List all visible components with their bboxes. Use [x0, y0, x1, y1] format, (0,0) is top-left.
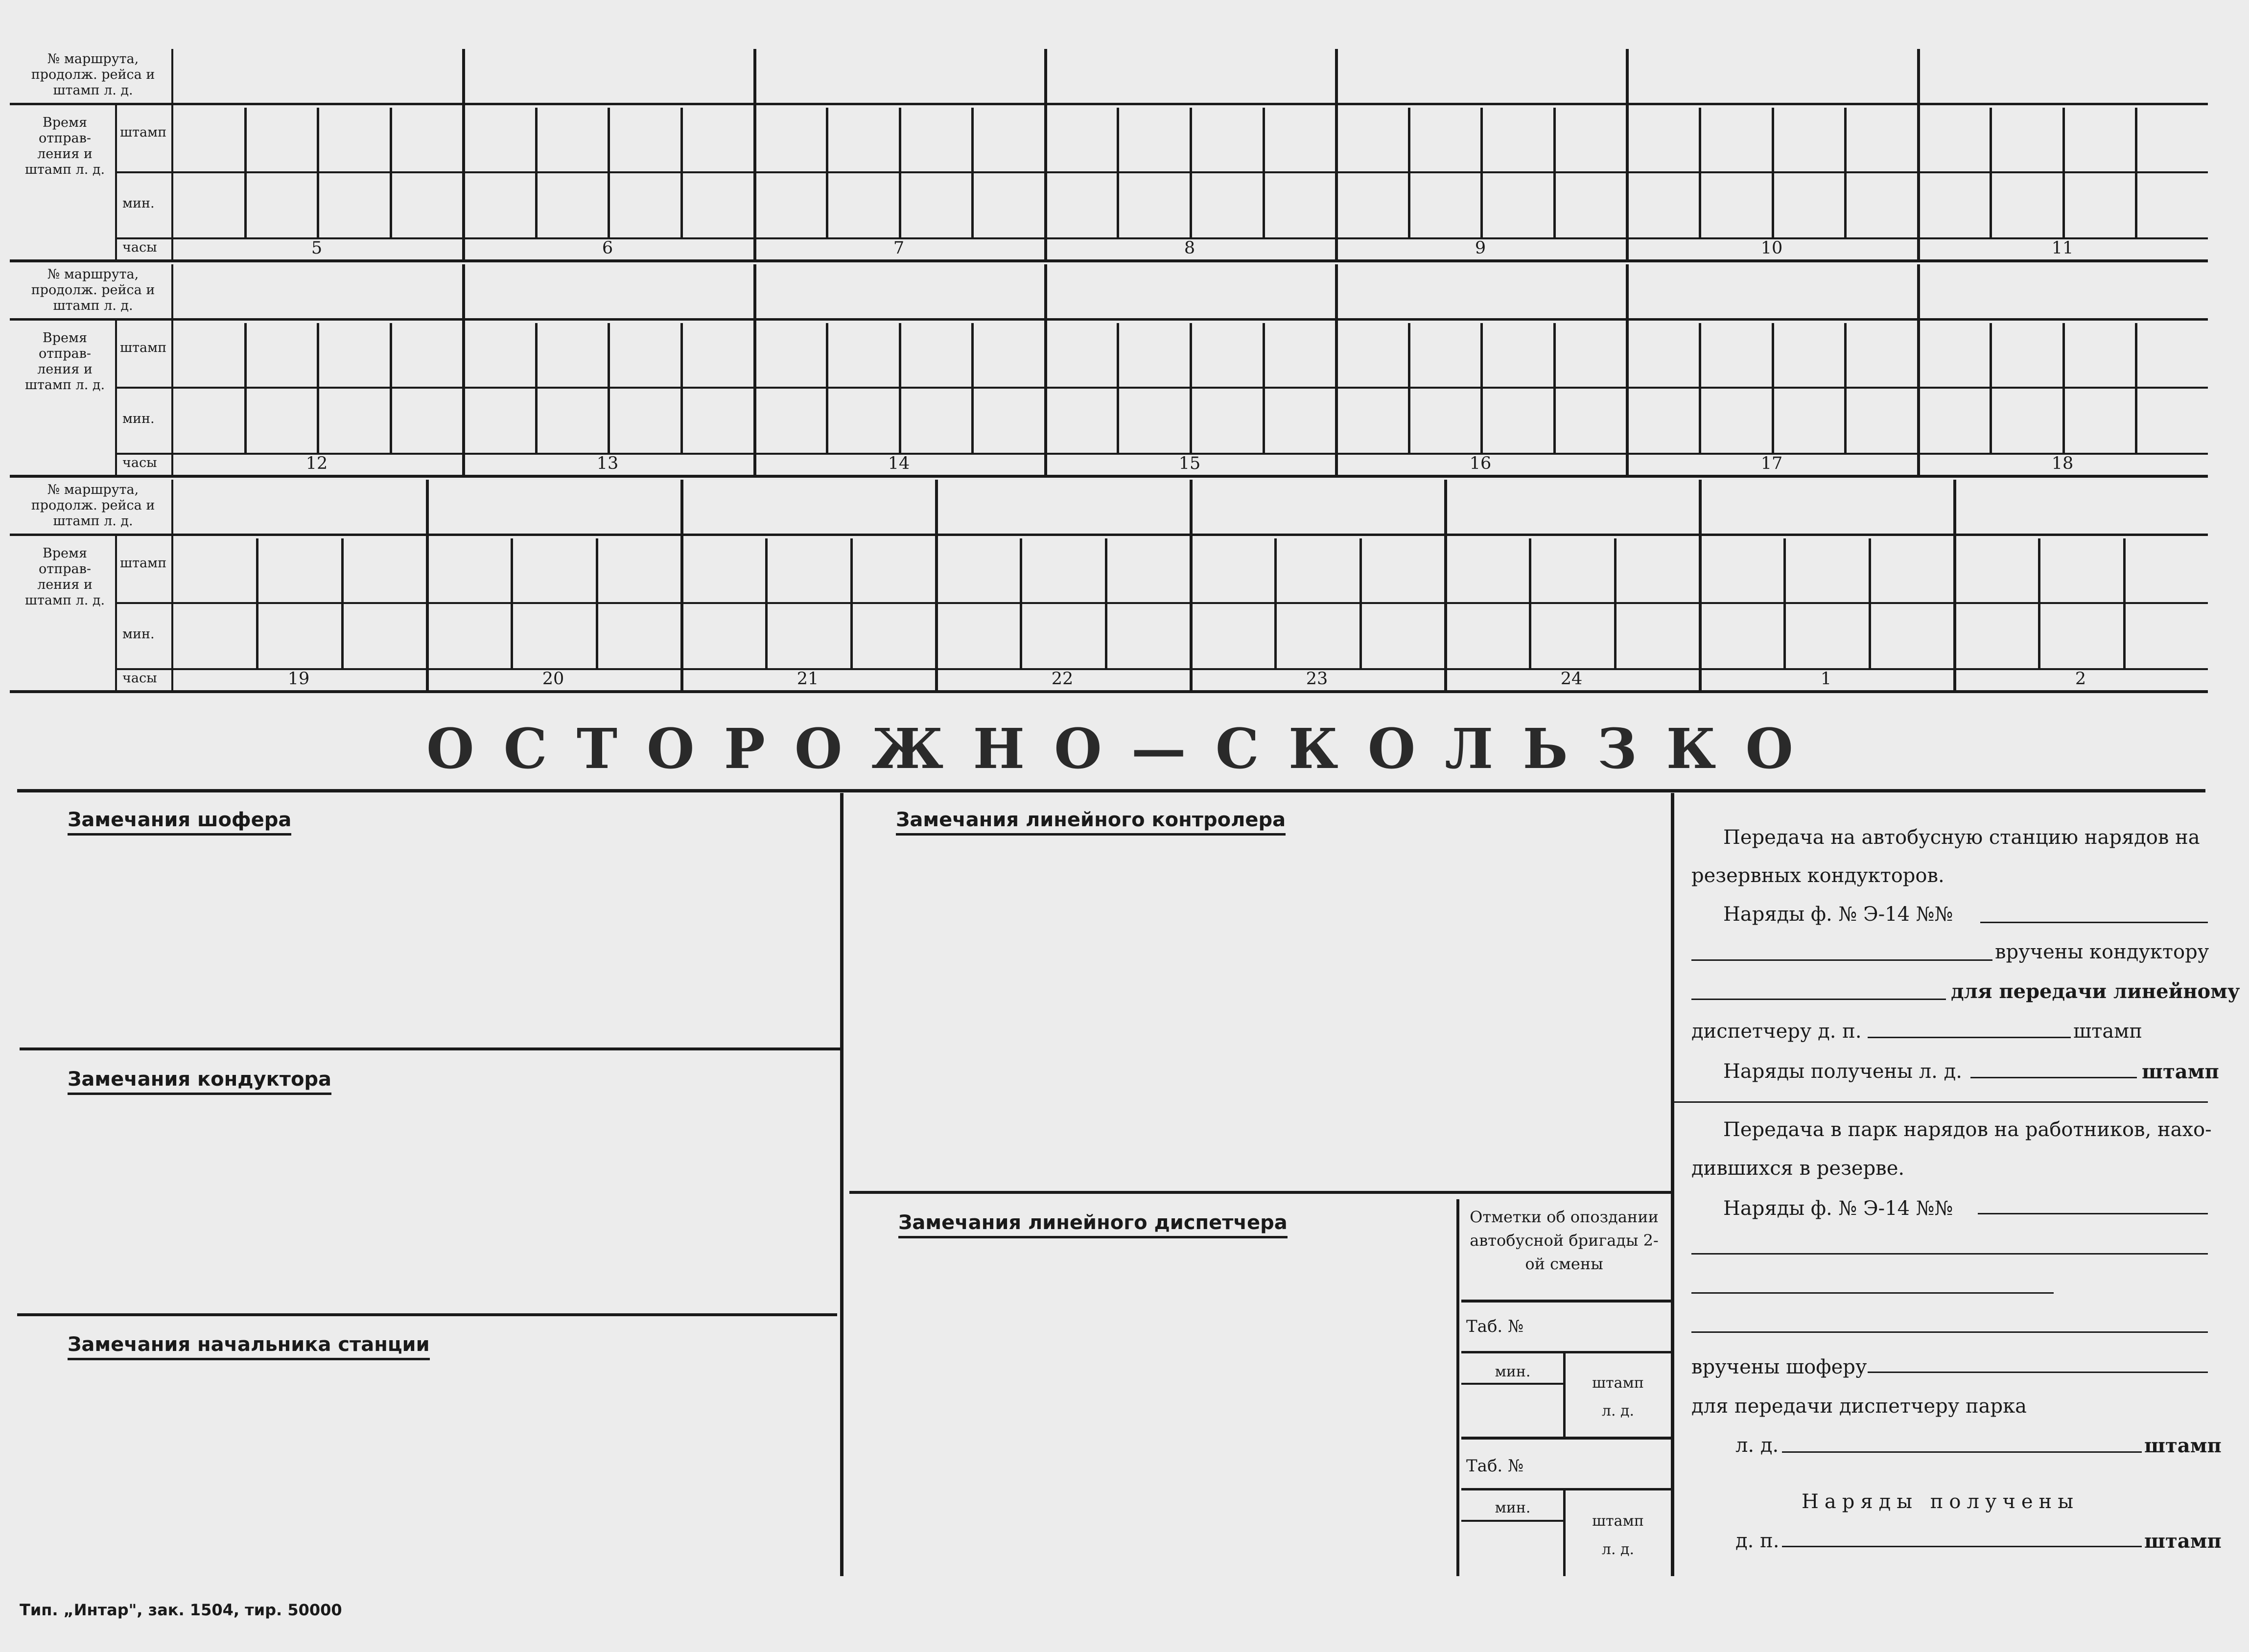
minute-divider: [341, 538, 344, 668]
grid-hline: [10, 259, 2208, 262]
grid-hline: [10, 103, 2208, 105]
minute-divider: [1699, 108, 1701, 237]
route-row-label: № маршрута, продолж. рейса и штамп л. д.: [31, 482, 155, 529]
stamp-label-2: штамп: [1592, 1512, 1644, 1530]
stamp-label-1: штамп: [1592, 1374, 1644, 1392]
hour-label: 6: [602, 238, 613, 258]
hour-label: 9: [1475, 238, 1486, 258]
hour-column-divider: [1626, 264, 1629, 475]
minute-divider: [826, 323, 828, 453]
minute-divider: [244, 108, 247, 237]
minute-divider: [1190, 108, 1192, 237]
grid-hline: [10, 318, 2208, 321]
hour-column-divider: [1699, 480, 1702, 690]
hour-label: 11: [2051, 238, 2074, 258]
hour-column-divider: [462, 264, 465, 475]
minute-divider: [390, 108, 392, 237]
hour-column-divider: [1335, 264, 1338, 475]
hour-column-divider: [1190, 480, 1193, 690]
orders-label-2: Наряды ф. № Э-14 №№: [1723, 1197, 1953, 1220]
transfer-para1-line2: резервных кондукторов.: [1691, 864, 1944, 887]
time-row-label: Время отправ- ления и штамп л. д.: [24, 546, 105, 608]
remarks-dispatcher-heading: Замечания линейного диспетчера: [898, 1211, 1288, 1238]
minute-divider: [608, 323, 610, 453]
minute-divider: [1844, 108, 1847, 237]
minute-divider: [1783, 538, 1786, 668]
hour-label: 17: [1760, 454, 1783, 473]
hour-column-divider: [1044, 49, 1047, 259]
minute-divider: [1772, 108, 1774, 237]
minute-divider: [1553, 108, 1556, 237]
delay-box-border: [1456, 1199, 1459, 1576]
stamp-1: штамп: [2073, 1020, 2142, 1043]
hour-label: 1: [1820, 669, 1832, 689]
hours-sublabel: часы: [122, 240, 157, 255]
hours-sublabel: часы: [122, 671, 157, 686]
hour-column-divider: [1044, 264, 1047, 475]
minute-divider: [1553, 323, 1556, 453]
minute-divider: [1844, 323, 1847, 453]
minute-divider: [899, 323, 901, 453]
stamp-sublabel: штамп: [120, 125, 167, 140]
minute-divider: [511, 538, 513, 668]
stamp-sublabel: штамп: [120, 340, 167, 355]
hour-column-divider: [1444, 480, 1447, 690]
grid-hline: [10, 475, 2208, 478]
handed-driver: вручены шоферу: [1691, 1356, 1867, 1378]
minute-divider: [535, 323, 538, 453]
minute-divider: [1105, 538, 1107, 668]
grid-hline: [115, 602, 2208, 604]
remarks-station-head-heading: Замечания начальника станции: [68, 1333, 430, 1360]
stamp-1b: штамп: [2142, 1060, 2219, 1083]
min-sublabel: мин.: [122, 627, 155, 642]
hour-label: 20: [542, 669, 564, 689]
divider-controller: [849, 1191, 1671, 1194]
grid-vline: [115, 318, 117, 475]
ld-label-1: л. д.: [1601, 1402, 1635, 1419]
minute-divider: [244, 323, 247, 453]
grid-vline: [171, 49, 173, 259]
hour-label: 16: [1469, 454, 1492, 473]
dp-label: д. п.: [1735, 1530, 1780, 1552]
grid-hline: [10, 534, 2208, 536]
hour-column-divider: [935, 480, 938, 690]
min-sublabel: мин.: [122, 196, 155, 211]
for-park: для передачи диспетчеру парка: [1691, 1395, 2027, 1418]
minute-divider: [1117, 323, 1119, 453]
hour-label: 19: [287, 669, 310, 689]
stamp-sublabel: штамп: [120, 556, 167, 571]
dispatcher-dp: диспетчеру д. п.: [1691, 1020, 1862, 1043]
time-row-label: Время отправ- ления и штамп л. д.: [24, 330, 105, 393]
minute-divider: [1480, 108, 1483, 237]
grid-hline: [115, 171, 2208, 173]
minute-divider: [1614, 538, 1616, 668]
minute-divider: [1869, 538, 1871, 668]
hour-label: 18: [2051, 454, 2074, 473]
hour-column-divider: [1917, 49, 1920, 259]
minute-divider: [1408, 108, 1410, 237]
minute-divider: [899, 108, 901, 237]
minute-divider: [1359, 538, 1362, 668]
grid-hline: [115, 387, 2208, 389]
received-2: Наряды получены: [1802, 1490, 2080, 1513]
minute-divider: [2123, 538, 2126, 668]
minute-divider: [2062, 323, 2065, 453]
minute-divider: [2038, 538, 2040, 668]
grid-vline: [171, 480, 173, 690]
hour-column-divider: [462, 49, 465, 259]
grid-vline: [115, 103, 117, 259]
min-sublabel: мин.: [122, 411, 155, 426]
minute-divider: [596, 538, 598, 668]
time-row-label: Время отправ- ления и штамп л. д.: [24, 115, 105, 177]
caution-banner: ОСТОРОЖНО—СКОЛЬЗКО: [426, 717, 1823, 781]
minute-divider: [1263, 108, 1265, 237]
minute-divider: [1117, 108, 1119, 237]
divider-col-left: [840, 793, 843, 1576]
hour-label: 14: [888, 454, 910, 473]
minute-divider: [390, 323, 392, 453]
remarks-driver-heading: Замечания шофера: [68, 809, 291, 836]
minute-divider: [317, 108, 319, 237]
minute-divider: [1190, 323, 1192, 453]
hour-label: 5: [311, 238, 323, 258]
hour-column-divider: [753, 49, 756, 259]
grid-hline: [10, 690, 2208, 693]
minute-divider: [535, 108, 538, 237]
minute-divider: [826, 108, 828, 237]
divider-conductor: [17, 1313, 837, 1316]
remarks-conductor-heading: Замечания кондуктора: [68, 1068, 331, 1095]
minute-divider: [680, 323, 683, 453]
hour-label: 7: [893, 238, 905, 258]
remarks-controller-heading: Замечания линейного контролера: [896, 809, 1286, 836]
transfer-para1-line1: Передача на автобусную станцию нарядов на: [1723, 826, 2200, 849]
minute-divider: [765, 538, 768, 668]
grid-vline: [115, 534, 117, 690]
printer-footer: Тип. „Интар", зак. 1504, тир. 50000: [20, 1601, 342, 1619]
tab-label-2: Таб. №: [1466, 1456, 1524, 1476]
hour-column-divider: [426, 480, 429, 690]
hour-label: 21: [797, 669, 819, 689]
hour-label: 2: [2075, 669, 2086, 689]
orders-label-1: Наряды ф. № Э-14 №№: [1723, 903, 1953, 926]
stamp-2: штамп: [2144, 1434, 2222, 1457]
hours-sublabel: часы: [122, 455, 157, 470]
minute-divider: [971, 108, 974, 237]
hour-column-divider: [1917, 264, 1920, 475]
transfer-para2-line1: Передача в парк нарядов на работников, нахо-: [1723, 1118, 2212, 1141]
hour-column-divider: [680, 480, 683, 690]
ld-label-2: л. д.: [1601, 1541, 1635, 1558]
minute-divider: [1020, 538, 1022, 668]
stamp-3: штамп: [2144, 1530, 2222, 1553]
minute-divider: [1772, 323, 1774, 453]
hour-label: 8: [1184, 238, 1195, 258]
tab-label-1: Таб. №: [1466, 1317, 1524, 1336]
min-label-1: мин.: [1495, 1363, 1531, 1380]
hour-column-divider: [1626, 49, 1629, 259]
hour-label: 24: [1560, 669, 1583, 689]
minute-divider: [317, 323, 319, 453]
hour-label: 23: [1306, 669, 1328, 689]
minute-divider: [2135, 323, 2137, 453]
hour-label: 12: [305, 454, 328, 473]
min-label-2: мин.: [1495, 1499, 1531, 1516]
route-row-label: № маршрута, продолж. рейса и штамп л. д.: [31, 51, 155, 98]
hour-column-divider: [1335, 49, 1338, 259]
minute-divider: [1990, 108, 1992, 237]
divider-main: [17, 789, 2205, 792]
ld-label: л. д.: [1735, 1434, 1779, 1457]
hour-label: 10: [1760, 238, 1783, 258]
divider-driver: [20, 1047, 842, 1050]
minute-divider: [1263, 323, 1265, 453]
delay-box-title: Отметки об опоздании автобусной бригады 2-ой смены: [1470, 1208, 1659, 1273]
route-row-label: № маршрута, продолж. рейса и штамп л. д.: [31, 267, 155, 313]
received-ld: Наряды получены л. д.: [1723, 1060, 1962, 1083]
minute-divider: [971, 323, 974, 453]
minute-divider: [1990, 323, 1992, 453]
hour-label: 15: [1178, 454, 1201, 473]
minute-divider: [1699, 323, 1701, 453]
transfer-para2-line2: дившихся в резерве.: [1691, 1157, 1905, 1180]
hour-label: 13: [596, 454, 619, 473]
minute-divider: [256, 538, 258, 668]
minute-divider: [2062, 108, 2065, 237]
minute-divider: [1529, 538, 1531, 668]
minute-divider: [1274, 538, 1277, 668]
hour-label: 22: [1051, 669, 1074, 689]
minute-divider: [608, 108, 610, 237]
grid-hline: [115, 668, 2208, 670]
for-line: для передачи линейному: [1951, 980, 2240, 1003]
handed-conductor: вручены кондуктору: [1995, 941, 2209, 963]
divider-col-right: [1671, 793, 1674, 1576]
minute-divider: [1408, 323, 1410, 453]
minute-divider: [2135, 108, 2137, 237]
hour-column-divider: [1953, 480, 1956, 690]
grid-vline: [171, 264, 173, 475]
hour-column-divider: [753, 264, 756, 475]
minute-divider: [680, 108, 683, 237]
minute-divider: [1480, 323, 1483, 453]
minute-divider: [850, 538, 853, 668]
